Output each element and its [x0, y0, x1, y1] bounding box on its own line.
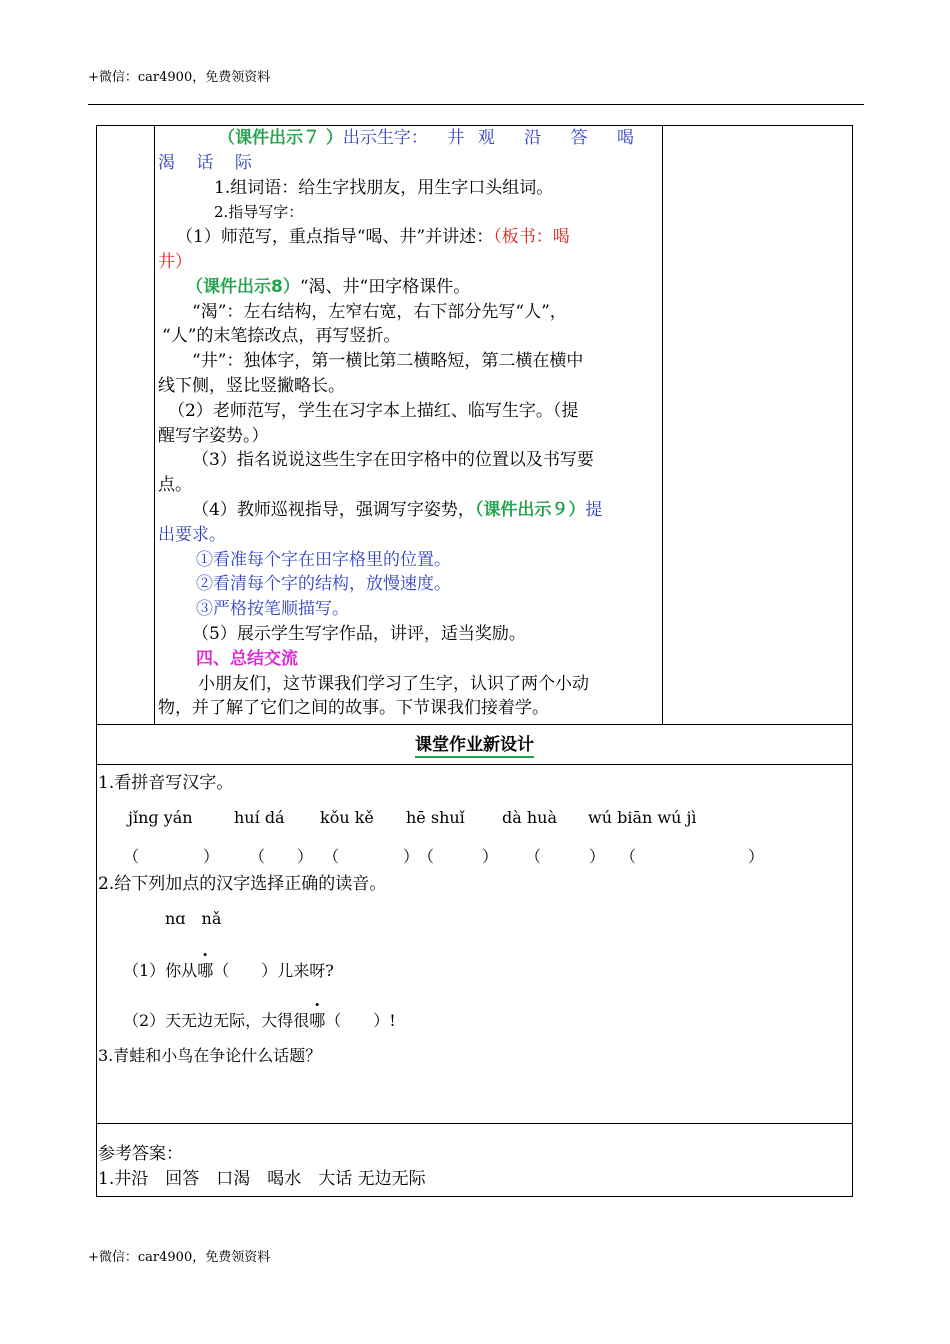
question-2: 2.给下列加点的汉字选择正确的读音。: [98, 874, 387, 894]
ke-structure-line: “渴”：左右结构，左窄右宽，右下部分先写“人”，: [192, 301, 567, 322]
board-note-end: 井）: [158, 251, 192, 272]
pinyin-item: dà huà: [502, 808, 558, 827]
requirements-intro: 出要求。: [158, 524, 226, 545]
position-discussion-end: 点。: [158, 475, 192, 496]
summary-line: 小朋友们，这节课我们学习了生字，认识了两个小动: [198, 673, 589, 694]
requirement-item: ②看清每个字的结构，放慢速度。: [196, 574, 451, 595]
dotted-character: 哪: [309, 1011, 326, 1030]
section-divider: [97, 724, 852, 725]
courseware-line-7: （课件出示７ ）出示生字： 井 观 沿 答 喝: [218, 128, 634, 148]
page-footer: +微信：car4900，免费领资料: [88, 1250, 271, 1265]
answer-blank: （ ）: [620, 847, 765, 866]
reading-options: nɑ nǎ: [165, 909, 222, 928]
posture-reminder: 醒写字姿势。）: [158, 425, 269, 446]
answer-blank: （ ）: [249, 847, 314, 866]
column-divider-right: [662, 126, 663, 724]
sentence-1: （1）你从哪（ ）儿来呀?: [123, 958, 334, 981]
answer-1: 1.井沿 回答 口渴 喝水 大话 无边无际: [98, 1169, 426, 1189]
question-1: 1.看拼音写汉字。: [98, 773, 234, 793]
summary-heading: 四、总结交流: [196, 648, 298, 669]
dotted-character: 哪: [197, 961, 214, 980]
answer-blank: （ ）: [418, 847, 499, 866]
new-characters-line-2: 渴 话 际: [158, 152, 252, 173]
lesson-content: [156, 126, 660, 721]
jing-structure-line: “井”：独体字，第一横比第二横略短，第二横在横中: [192, 351, 584, 372]
jing-stroke-line: 线下侧，竖比竖撇略长。: [158, 375, 345, 396]
pinyin-item: kǒu kě: [320, 808, 374, 827]
teacher-demo-line: （1）师范写，重点指导“喝、井”并讲述：（板书：喝: [176, 227, 570, 248]
showcase-step: （5）展示学生写字作品，讲评，适当奖励。: [192, 623, 526, 644]
tracing-step: （2）老师范写，学生在习字本上描红、临写生字。（提: [168, 400, 579, 421]
pinyin-item: huí dá: [234, 808, 285, 827]
requirement-item: ③严格按笔顺描写。: [196, 599, 349, 620]
pinyin-item: jǐnɡ yán: [128, 808, 193, 827]
pinyin-item: wú biān wú jì: [588, 808, 697, 827]
position-discussion-step: （3）指名说说这些生字在田字格中的位置以及书写要: [192, 450, 594, 471]
ke-stroke-line: “人”的末笔捺改点，再写竖折。: [162, 326, 401, 347]
courseware-line-8: （课件出示8）“渴、井“田字格课件。: [186, 276, 471, 297]
page-header: +微信：car4900，免费领资料: [88, 70, 271, 85]
sentence-2: （2）天无边无际，大得很哪（ ）!: [123, 1008, 396, 1031]
summary-line: 物，并了解了它们之间的故事。下节课我们接着学。: [158, 698, 549, 719]
column-divider-left: [154, 126, 155, 724]
section-divider: [97, 1123, 852, 1124]
pinyin-item: hē shuǐ: [406, 808, 465, 827]
patrol-guidance-step: （4）教师巡视指导，强调写字姿势，（课件出示９）提: [192, 499, 603, 520]
answer-blank: （ ）: [123, 847, 220, 866]
requirement-item: ①看准每个字在田字格里的位置。: [196, 549, 451, 570]
homework-title: 课堂作业新设计: [97, 730, 852, 755]
answer-blank: （ ）: [323, 847, 420, 866]
question-3: 3.青蛙和小鸟在争论什么话题？: [98, 1046, 322, 1065]
lesson-table: [96, 125, 853, 1197]
word-building-step: 1.组词语：给生字找朋友，用生字口头组词。: [214, 177, 554, 198]
answer-label: 参考答案：: [98, 1144, 183, 1164]
section-divider: [97, 764, 852, 765]
answer-blank: （ ）: [525, 847, 606, 866]
header-divider: [88, 104, 864, 105]
writing-guidance-step: 2.指导写字：: [214, 203, 304, 222]
